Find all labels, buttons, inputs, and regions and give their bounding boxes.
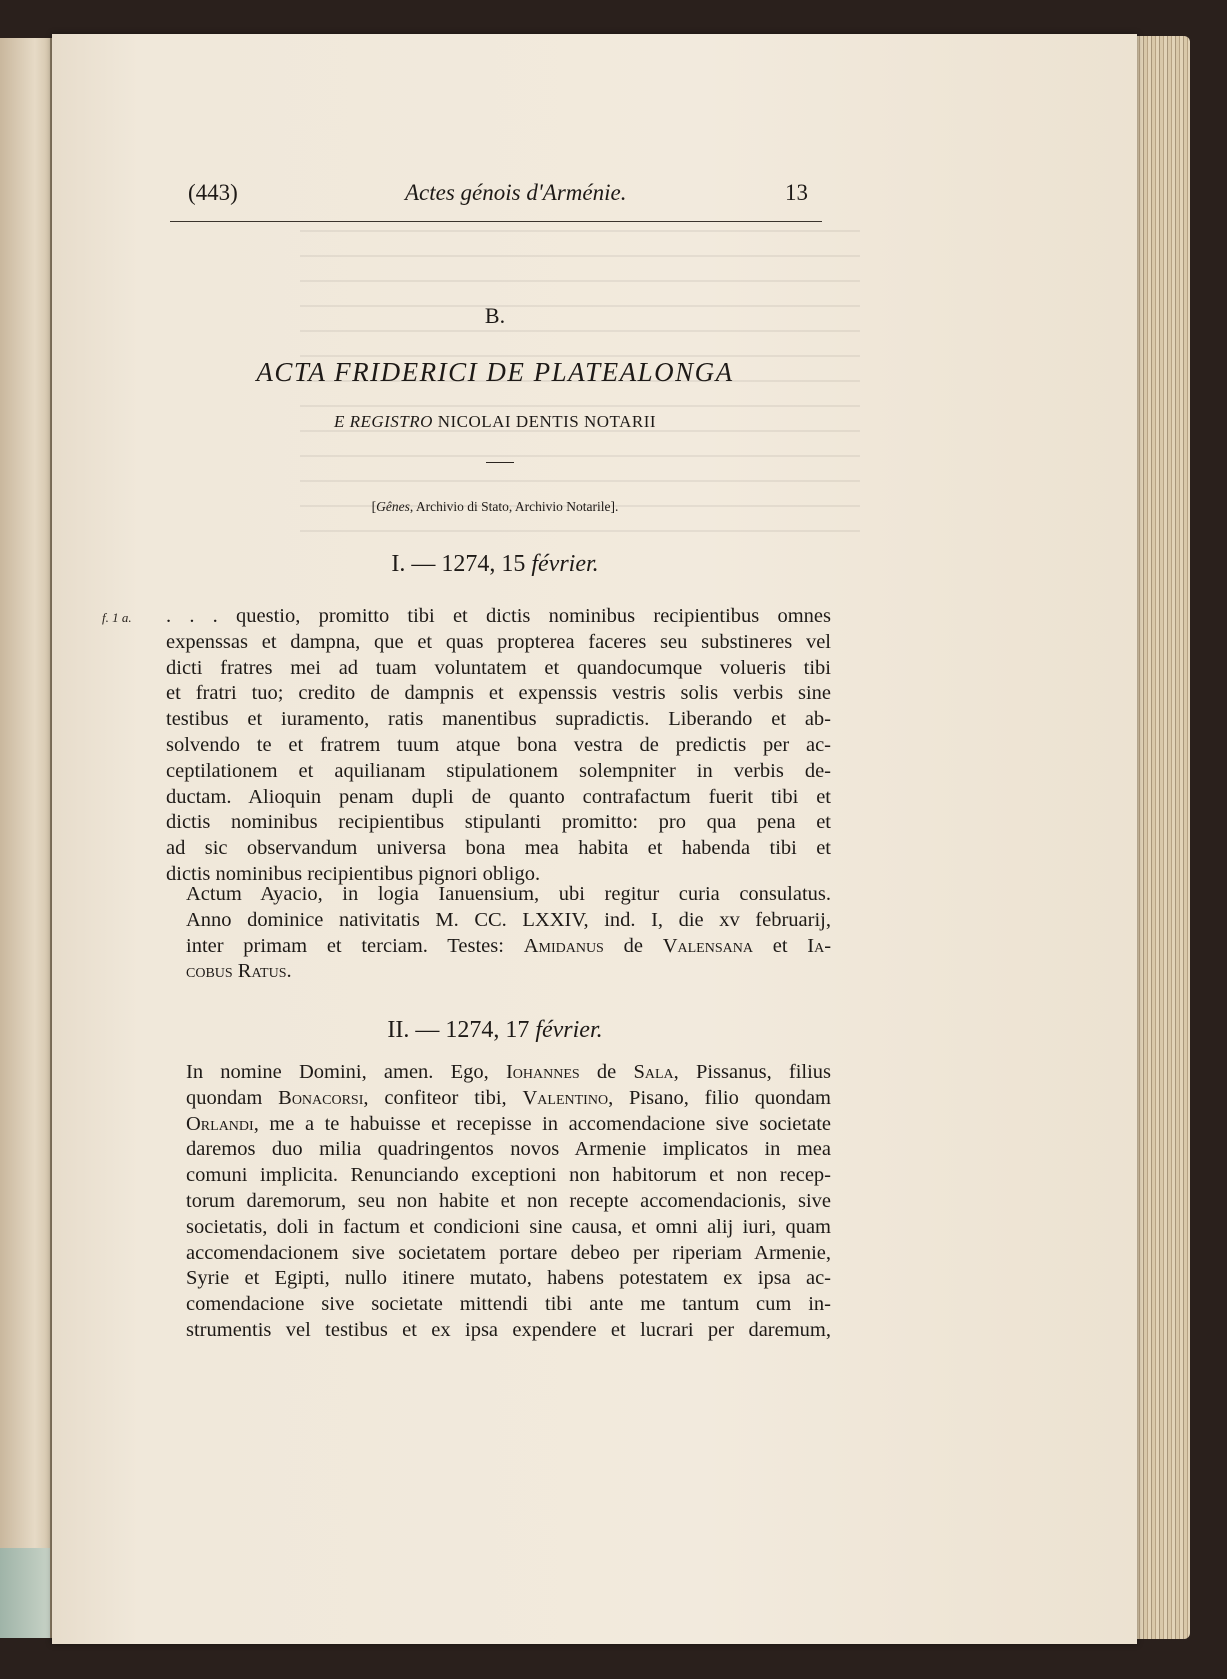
running-head-left: (443) — [188, 180, 238, 205]
subtitle-rest: NICOLAI DENTIS NOTARII — [437, 412, 657, 431]
person-name: Orlandi — [186, 1112, 254, 1135]
text-fragment: , me a te habuisse et recepisse in accomendacione sive societate — [253, 1112, 831, 1135]
text-line: societatis, doli in factum et condicioni sine causa, et omni alij iuri, quam — [186, 1215, 831, 1238]
witness-name: cobus Ratus — [186, 960, 287, 983]
subtitle-italic: E REGISTRO — [333, 412, 433, 431]
text-fragment: , Pissanus, filius — [673, 1061, 832, 1083]
text-line: expenssas et dampna, que et quas propterea faceres seu substineres vel — [166, 630, 831, 653]
source-rest: , Archivio di Stato, Archivio Notarile]. — [409, 499, 619, 514]
section-subtitle — [160, 412, 830, 432]
text-line: dictis nominibus recipientibus stipulanti promitto: pro qua pena et — [166, 811, 831, 834]
source-place: Gênes — [376, 499, 410, 514]
text-line: solvendo te et fratrem tuum atque bona vestra de predictis per ac- — [166, 733, 831, 756]
margin-note: f. 1 a. — [102, 610, 132, 625]
paragraph-1 — [166, 604, 831, 888]
paragraph-3 — [166, 1060, 831, 1344]
person-name: Bonacorsi — [278, 1086, 364, 1109]
text-fragment: , Pisano, filio quondam — [608, 1086, 831, 1109]
witness-name: Amidanus — [523, 934, 604, 957]
text-line: testibus et iuramento, ratis manentibus supradictis. Liberando et ab- — [166, 708, 831, 731]
text-line: comuni implicita. Renunciando exceptioni non habitorum et non recep- — [186, 1164, 831, 1187]
text-fragment: . — [286, 960, 292, 983]
text-line — [166, 1060, 831, 1086]
page-stain — [0, 1548, 50, 1638]
text-line: dicti fratres mei ad tuam voluntatem et quandocumque volueris tibi — [166, 656, 831, 679]
text-fragment: de — [596, 1061, 617, 1083]
text-line: strumentis vel testibus et ex ipsa expendere et lucrari per daremum, — [186, 1318, 831, 1341]
text-line — [166, 1112, 831, 1138]
text-line: comendacione sive societate mittendi tibi ante me tantum cum in- — [186, 1293, 831, 1316]
text-line: dictis nominibus recipientibus pignori obligo. — [166, 862, 541, 885]
text-line: . . . questio, promitto tibi et dictis nominibus recipientibus omnes — [166, 605, 831, 627]
text-line — [166, 934, 831, 960]
text-line — [166, 1086, 831, 1112]
person-name: Iohannes — [505, 1061, 580, 1083]
document-heading-2 — [160, 1017, 830, 1044]
text-line: ceptilationem et aquilianam stipulationem solempniter in verbis de- — [166, 759, 831, 782]
section-divider — [486, 462, 514, 463]
document-heading-1 — [160, 551, 830, 578]
text-line: accomendacionem sive societatem portare debeo per riperiam Armenie, — [186, 1241, 831, 1264]
doc1-number: I. — 1274, 15 — [391, 551, 526, 577]
text-fragment: et — [772, 934, 788, 957]
text-line: daremos duo milia quadringentos novos Armenie implicatos in mea — [186, 1138, 831, 1161]
witness-name: Ia- — [807, 934, 832, 957]
witness-name: Valensana — [662, 934, 753, 957]
text-line: Syrie et Egipti, nullo itinere mutato, habens potestatem ex ipsa ac- — [186, 1267, 831, 1290]
text-line: ad sic observandum universa bona mea habita et habenda tibi et — [166, 837, 831, 860]
text-line — [166, 959, 831, 985]
source-citation: [Gênes, Archivio di Stato, Archivio Notarile]. — [371, 499, 619, 514]
header-rule — [170, 221, 822, 222]
doc2-number: II. — 1274, 17 — [387, 1017, 530, 1043]
text-line: ductam. Alioquin penam dupli de quanto contrafactum fuerit tibi et — [166, 785, 831, 808]
doc1-month: février. — [531, 551, 599, 577]
left-adjacent-page — [0, 38, 52, 1638]
doc2-month: février. — [535, 1017, 603, 1043]
paragraph-2 — [166, 882, 831, 985]
text-line: et fratri tuo; credito de dampnis et expenssis vestris solis verbis sine — [166, 682, 831, 705]
text-fragment: de — [623, 934, 643, 957]
text-line: Actum Ayacio, in logia Ianuensium, ubi regitur curia consulatus. — [186, 883, 831, 905]
text-fragment: inter primam et terciam. Testes: — [186, 934, 504, 957]
text-fragment: , confiteor tibi, — [363, 1086, 507, 1109]
section-letter: B. — [484, 303, 506, 328]
text-line: Anno dominice nativitatis M. CC. LXXIV, ind. I, die xv februarij, — [186, 908, 831, 931]
page-edges — [1128, 36, 1190, 1639]
page-number: 13 — [785, 180, 808, 205]
text-fragment: In nomine Domini, amen. Ego, — [186, 1061, 489, 1083]
person-name: Valentino — [522, 1086, 609, 1109]
text-fragment: quondam — [186, 1086, 263, 1109]
person-name: Sala — [633, 1061, 674, 1083]
section-title: ACTA FRIDERICI DE PLATEALONGA — [256, 357, 734, 387]
text-line: torum daremorum, seu non habite et non recepte accomendacionis, sive — [186, 1189, 831, 1212]
running-head-title: Actes génois d'Arménie. — [405, 180, 627, 205]
running-head — [170, 180, 822, 220]
